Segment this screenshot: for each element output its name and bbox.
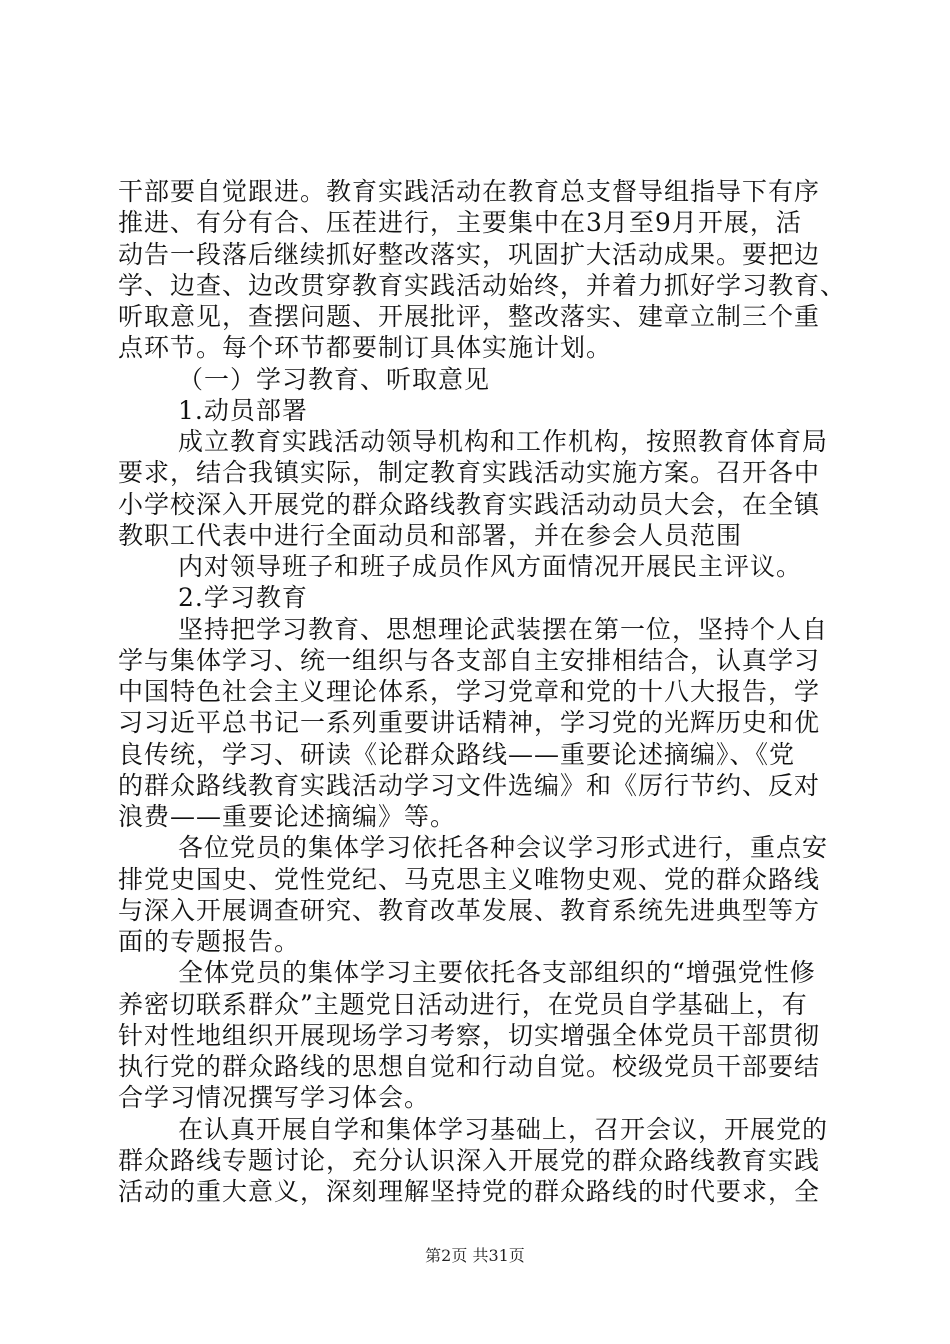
body-line: 合学习情况撰写学习体会。 [118,1083,431,1112]
body-line: 执行党的群众路线的思想自觉和行动自觉。校级党员干部要结 [118,1052,821,1081]
body-line: 浪费——重要论述摘编》等。 [118,802,457,831]
subsection-heading: 2.学习教育 [178,583,308,612]
body-line: 推进、有分有合、压茬进行，主要集中在3月至9月开展，活 [118,208,802,237]
body-line: 养密切联系群众”主题党日活动进行，在党员自学基础上，有 [118,990,808,1019]
body-line: 的群众路线教育实践活动学习文件选编》和《厉行节约、反对 [118,771,821,800]
body-line: 与深入开展调查研究、教育改革发展、教育系统先进典型等方 [118,896,821,925]
body-line: 动告一段落后继续抓好整改落实，巩固扩大活动成果。要把边 [118,240,821,269]
body-line: 习习近平总书记一系列重要讲话精神，学习党的光辉历史和优 [118,708,821,737]
body-line: 要求，结合我镇实际，制定教育实践活动实施方案。召开各中 [118,458,821,487]
body-line: 小学校深入开展党的群众路线教育实践活动动员大会，在全镇 [118,490,821,519]
body-line: 学、边查、边改贯穿教育实践活动始终，并着力抓好学习教育、 [118,271,847,300]
body-line: 良传统，学习、研读《论群众路线——重要论述摘编》、《党 [118,740,796,769]
paragraph-start: 在认真开展自学和集体学习基础上，召开会议，开展党的 [178,1115,829,1144]
paragraph-start: 各位党员的集体学习依托各种会议学习形式进行，重点安 [178,833,829,862]
paragraph-start: 成立教育实践活动领导机构和工作机构，按照教育体育局 [178,427,829,456]
body-line: 排党史国史、党性党纪、马克思主义唯物史观、党的群众路线 [118,865,821,894]
body-line: 干部要自觉跟进。教育实践活动在教育总支督导组指导下有序 [118,177,821,206]
body-line: 中国特色社会主义理论体系，学习党章和党的十八大报告，学 [118,677,821,706]
subsection-heading: 1.动员部署 [178,396,308,425]
body-line: 群众路线专题讨论，充分认识深入开展党的群众路线教育实践 [118,1146,821,1175]
paragraph-start: 全体党员的集体学习主要依托各支部组织的“增强党性修 [178,958,816,987]
page-number-footer: 第2页 共31页 [425,1246,525,1265]
paragraph-start: 内对领导班子和班子成员作风方面情况开展民主评议。 [178,552,803,581]
paragraph-start: 坚持把学习教育、思想理论武装摆在第一位，坚持个人自 [178,615,829,644]
body-line: 面的专题报告。 [118,927,301,956]
body-line: 听取意见，查摆问题、开展批评，整改落实、建章立制三个重 [118,302,821,331]
body-line: 学与集体学习、统一组织与各支部自主安排相结合，认真学习 [118,646,821,675]
body-line: 针对性地组织开展现场学习考察，切实增强全体党员干部贯彻 [118,1021,821,1050]
body-line: 点环节。每个环节都要制订具体实施计划。 [118,333,613,362]
body-line: 教职工代表中进行全面动员和部署，并在参会人员范围 [118,521,743,550]
body-line: 活动的重大意义，深刻理解坚持党的群众路线的时代要求，全 [118,1177,821,1206]
section-heading: （一）学习教育、听取意见 [178,365,491,394]
